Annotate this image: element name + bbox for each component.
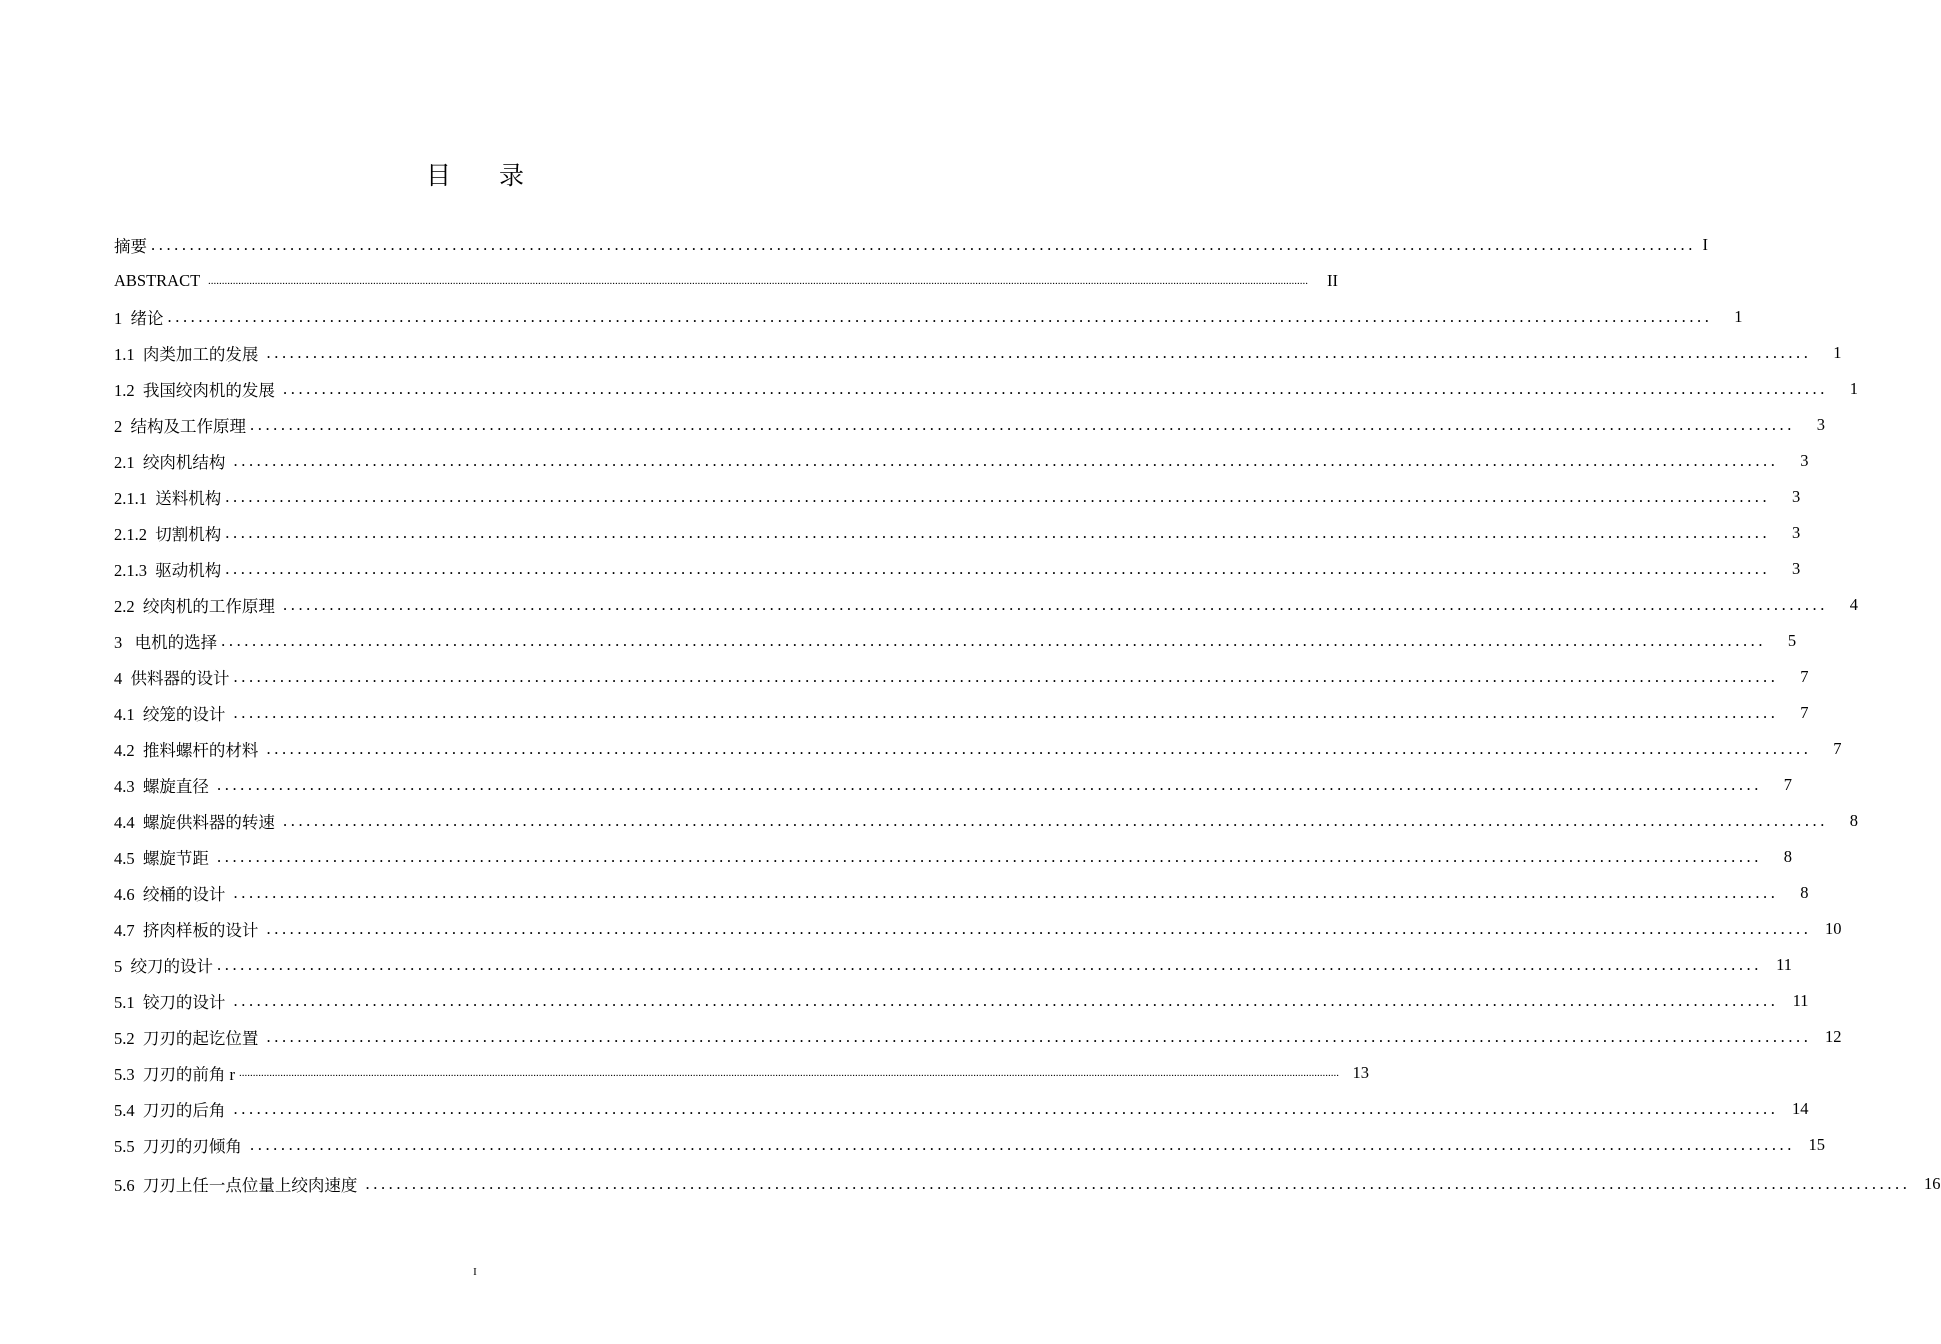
toc-dot-leader: ........................................................................................................................................................................................................ xyxy=(225,559,1771,578)
toc-entry-label: 4 供料器的设计 xyxy=(114,669,230,688)
page-title: 目 录 xyxy=(426,161,544,190)
toc-entry[interactable] xyxy=(114,1091,1809,1127)
toc-entry[interactable] xyxy=(114,731,1842,767)
toc-entry-label: 3 电机的选择 xyxy=(114,633,218,652)
toc-entry-label: 4.1 绞笼的设计 xyxy=(114,705,230,724)
toc-dot-leader: ........................................................................................................................................................................................................ xyxy=(283,811,1828,830)
toc-entry[interactable] xyxy=(114,443,1809,479)
toc-entry-label: 2.1.1 送料机构 xyxy=(114,489,222,508)
toc-entry-label: 5.4 刀刃的后角 xyxy=(114,1101,230,1120)
toc-entry[interactable] xyxy=(114,1055,1369,1091)
toc-entry-page: 1 xyxy=(1849,379,1858,398)
page-number: I xyxy=(473,1266,477,1278)
toc-entry-label: 4.6 绞桶的设计 xyxy=(114,885,230,904)
toc-entry[interactable] xyxy=(114,371,1858,407)
toc-entry[interactable] xyxy=(114,335,1842,371)
toc-entry[interactable] xyxy=(114,659,1809,695)
toc-entry-page: 7 xyxy=(1800,667,1809,686)
toc-dot-leader: ........................................................................................................................................................................................................ xyxy=(233,883,1779,902)
toc-entry-label: 2.2 绞肉机的工作原理 xyxy=(114,597,279,616)
toc-dot-leader: ........................................................................................................................................................................................................ xyxy=(233,991,1779,1010)
toc-entry-page: 3 xyxy=(1792,487,1801,506)
toc-dot-leader: ........................................................................................................................................................................................................ xyxy=(283,379,1828,398)
toc-entry[interactable] xyxy=(114,1019,1842,1055)
toc-entry-label: ABSTRACT xyxy=(114,271,205,290)
toc-entry[interactable] xyxy=(114,623,1797,659)
toc-entry-page: 8 xyxy=(1849,811,1858,830)
toc-dot-leader: ........................................................................................................................................................................................................ xyxy=(365,1174,1911,1193)
toc-entry-label: 4.4 螺旋供料器的转速 xyxy=(114,813,279,832)
toc-entry[interactable] xyxy=(114,299,1743,335)
toc-entry[interactable] xyxy=(114,803,1858,839)
toc-entry-label: 5.1 铰刀的设计 xyxy=(114,993,230,1012)
toc-entry-page: 7 xyxy=(1783,775,1792,794)
toc-entry-page: 12 xyxy=(1825,1027,1842,1046)
toc-entry-page: II xyxy=(1327,271,1339,290)
toc-dot-leader: ........................................................................................................................................................................................................ xyxy=(217,847,1762,866)
toc-entry-page: 1 xyxy=(1833,343,1842,362)
toc-entry-page: 4 xyxy=(1849,595,1858,614)
toc-entry-page: 3 xyxy=(1792,523,1801,542)
toc-entry[interactable] xyxy=(114,1127,1825,1163)
toc-dot-leader: ........................................................................................................................................................................................................ xyxy=(233,451,1779,470)
toc-entry-label: 1.1 肉类加工的发展 xyxy=(114,345,263,364)
toc-entry-label: 2.1.2 切割机构 xyxy=(114,525,222,544)
toc-dot-leader: ........................................................................................................................................................................................................ xyxy=(233,703,1779,722)
toc-entry-page: 11 xyxy=(1776,955,1792,974)
toc-entry-page: 7 xyxy=(1833,739,1842,758)
toc-entry[interactable] xyxy=(114,551,1801,587)
toc-entry[interactable] xyxy=(114,587,1858,623)
toc-entry-page: 3 xyxy=(1800,451,1809,470)
toc-dot-leader: ........................................................................................................................................................................................................ xyxy=(283,595,1828,614)
toc-entry[interactable] xyxy=(114,767,1792,803)
toc-entry-label: 5.6 刀刃上任一点位量上绞肉速度 xyxy=(114,1176,362,1195)
toc-entry[interactable] xyxy=(114,1166,1941,1202)
toc-entry-page: 16 xyxy=(1924,1174,1941,1193)
toc-entry-label: 1 绪论 xyxy=(114,309,164,328)
toc-dot-leader: ........................................................................................................................................................................................................ xyxy=(266,739,1812,758)
toc-entry-page: I xyxy=(1702,235,1708,254)
toc-entry-label: 5.2 刀刃的起讫位置 xyxy=(114,1029,263,1048)
toc-dot-leader: ........................................................................................................................................................................................................ xyxy=(266,343,1812,362)
toc-entry-page: 8 xyxy=(1800,883,1809,902)
toc-entry-page: 3 xyxy=(1816,415,1825,434)
toc-entry[interactable] xyxy=(114,947,1792,983)
toc-dot-leader: ........................................................................................................................................................................................................ xyxy=(250,1135,1795,1154)
toc-entry[interactable] xyxy=(114,875,1809,911)
toc-entry-page: 10 xyxy=(1825,919,1842,938)
toc-dot-leader: ........................................................................................................................................................................................................ xyxy=(266,919,1812,938)
toc-entry-label: 5.5 刀刃的刃倾角 xyxy=(114,1137,246,1156)
toc-entry-label: 4.3 螺旋直径 xyxy=(114,777,213,796)
toc-dot-leader: ........................................................................................................................................................................................................ xyxy=(217,775,1762,794)
toc-dot-leader: ........................................................................................................................................................................................................ xyxy=(233,1099,1779,1118)
toc-entry[interactable] xyxy=(114,983,1809,1019)
toc-dot-leader: ........................................................................................................................................................................................................ xyxy=(217,955,1762,974)
toc-entry-label: 2.1 绞肉机结构 xyxy=(114,453,230,472)
toc-entry-page: 13 xyxy=(1352,1063,1369,1082)
toc-dot-leader: ........................................................................................................................................................................................................ xyxy=(266,1027,1812,1046)
toc-entry[interactable] xyxy=(114,911,1842,947)
toc-entry-page: 7 xyxy=(1800,703,1809,722)
toc-entry-page: 11 xyxy=(1792,991,1809,1010)
toc-entry-label: 4.2 推料螺杆的材料 xyxy=(114,741,263,760)
toc-entry[interactable] xyxy=(114,515,1801,551)
toc-dot-leader: ........................................................................................................................................................................................................ xyxy=(233,667,1779,686)
toc-entry[interactable] xyxy=(114,839,1792,875)
toc-dot-leader: ................................................................................................................................................................................................................................................................................................................................................................................................................ xyxy=(208,275,1309,287)
toc-dot-leader: ........................................................................................................................................................................................................ xyxy=(225,523,1771,542)
toc-entry-page: 8 xyxy=(1783,847,1792,866)
toc-entry-page: 15 xyxy=(1808,1135,1825,1154)
toc-dot-leader: ........................................................................................................................................................................................................ xyxy=(221,631,1767,650)
toc-entry[interactable] xyxy=(114,479,1801,515)
toc-entry-label: 摘要 xyxy=(114,237,147,256)
toc-entry-page: 14 xyxy=(1792,1099,1809,1118)
toc-dot-leader: ........................................................................................................................................................................................................ xyxy=(151,235,1696,254)
toc-entry-label: 2.1.3 驱动机构 xyxy=(114,561,222,580)
toc-entry[interactable] xyxy=(114,695,1809,731)
toc-entry-label: 5 绞刀的设计 xyxy=(114,957,213,976)
toc-dot-leader: ........................................................................................................................................................................................................ xyxy=(167,307,1713,326)
toc-entry-label: 4.7 挤肉样板的设计 xyxy=(114,921,263,940)
toc-entry-label: 5.3 刀刃的前角 r xyxy=(114,1065,235,1084)
toc-entry-page: 1 xyxy=(1734,307,1743,326)
toc-entry[interactable] xyxy=(114,407,1825,443)
toc-entry-label: 4.5 螺旋节距 xyxy=(114,849,213,868)
toc-entry-label: 1.2 我国绞肉机的发展 xyxy=(114,381,279,400)
toc-entry[interactable] xyxy=(114,227,1708,263)
toc-entry-page: 5 xyxy=(1787,631,1797,650)
toc-dot-leader: ........................................................................................................................................................................................................ xyxy=(225,487,1771,506)
toc-dot-leader: ........................................................................................................................................................................................................ xyxy=(250,415,1795,434)
toc-entry-label: 2 结构及工作原理 xyxy=(114,417,246,436)
toc-dot-leader: ................................................................................................................................................................................................................................................................................................................................................................................................................ xyxy=(239,1067,1339,1079)
toc-entry-page: 3 xyxy=(1792,559,1801,578)
toc-entry[interactable] xyxy=(114,263,1339,299)
